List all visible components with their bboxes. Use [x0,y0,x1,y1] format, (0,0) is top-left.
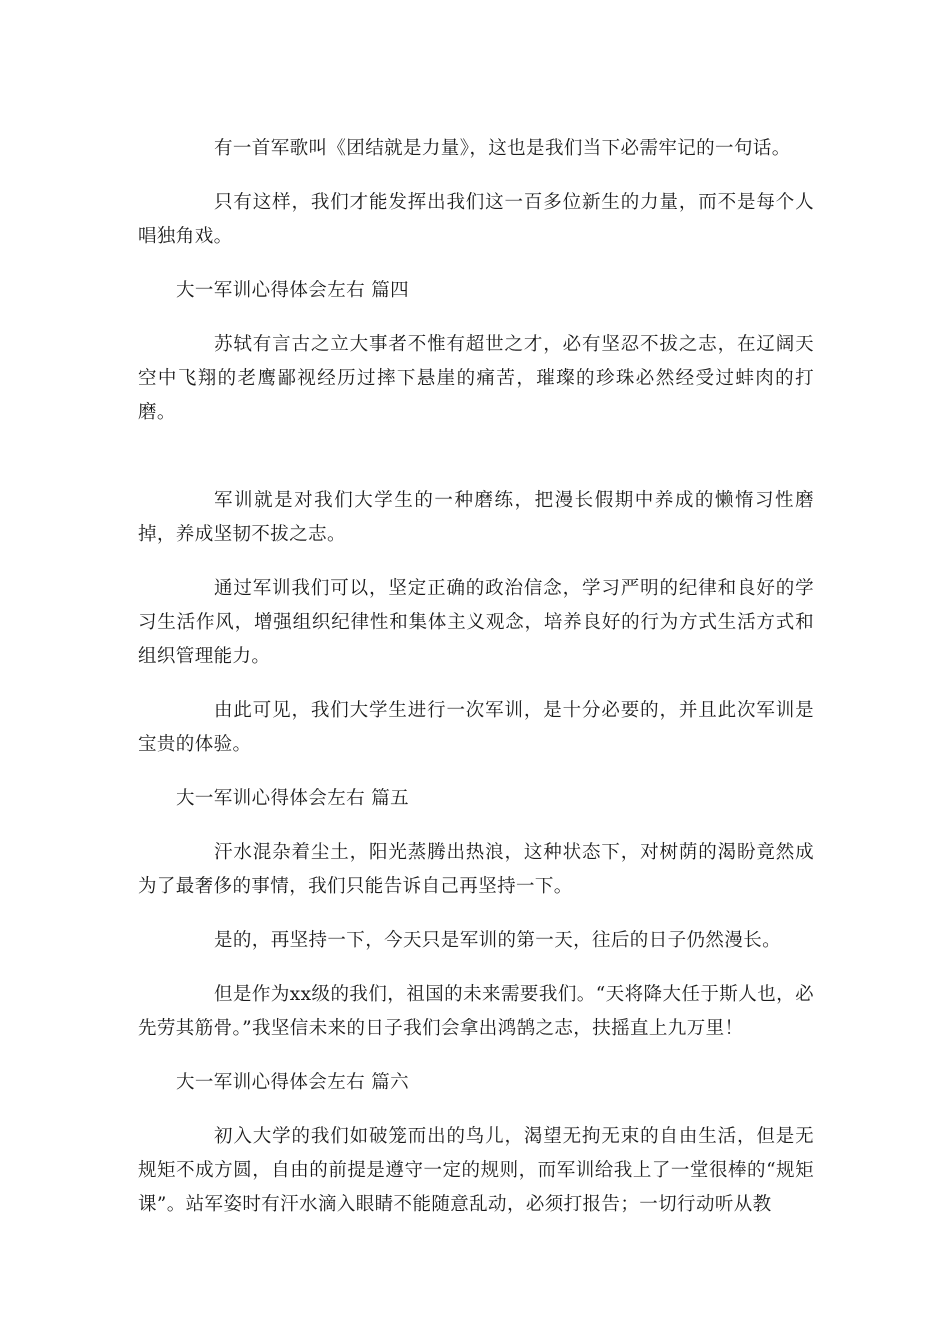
section-heading-5: 大一军训心得体会左右 篇五 [176,788,410,809]
section-heading-4: 大一军训心得体会左右 篇四 [176,280,410,301]
paragraph-10: 初入大学的我们如破笼而出的鸟儿，渴望无拘无束的自由生活，但是无规矩不成方圆，自由的前提是遵守一定的规则，而军训给我上了一堂很棒的“规矩课”。站军姿时有汗水滴入眼睛不能随意乱动，必须打报告；一切行动听从教 [138,1126,814,1215]
paragraph-9: 但是作为xx级的我们，祖国的未来需要我们。“天将降大任于斯人也，必先劳其筋骨。”我坚信未来的日子我们会拿出鸿鹄之志，扶摇直上九万里！ [138,984,814,1039]
paragraph-2: 只有这样，我们才能发挥出我们这一百多位新生的力量，而不是每个人唱独角戏。 [138,192,814,247]
paragraph-3: 苏轼有言古之立大事者不惟有超世之才，必有坚忍不拔之志，在辽阔天空中飞翔的老鹰鄙视经历过摔下悬崖的痛苦，璀璨的珍珠必然经受过蚌肉的打磨。 [138,334,814,423]
paragraph-6: 由此可见，我们大学生进行一次军训，是十分必要的，并且此次军训是宝贵的体验。 [138,700,814,755]
document-page [138,132,814,1222]
paragraph-4: 军训就是对我们大学生的一种磨练，把漫长假期中养成的懒惰习性磨掉，养成坚韧不拔之志。 [138,490,814,545]
paragraph-5: 通过军训我们可以，坚定正确的政治信念，学习严明的纪律和良好的学习生活作风，增强组织纪律性和集体主义观念，培养良好的行为方式生活方式和组织管理能力。 [138,578,814,667]
paragraph-7: 汗水混杂着尘土，阳光蒸腾出热浪，这种状态下，对树荫的渴盼竟然成为了最奢侈的事情，我们只能告诉自己再坚持一下。 [138,842,814,897]
paragraph-8: 是的，再坚持一下，今天只是军训的第一天，往后的日子仍然漫长。 [214,930,782,951]
section-heading-6: 大一军训心得体会左右 篇六 [176,1072,410,1093]
paragraph-1: 有一首军歌叫《团结就是力量》，这也是我们当下必需牢记的一句话。 [214,138,791,159]
